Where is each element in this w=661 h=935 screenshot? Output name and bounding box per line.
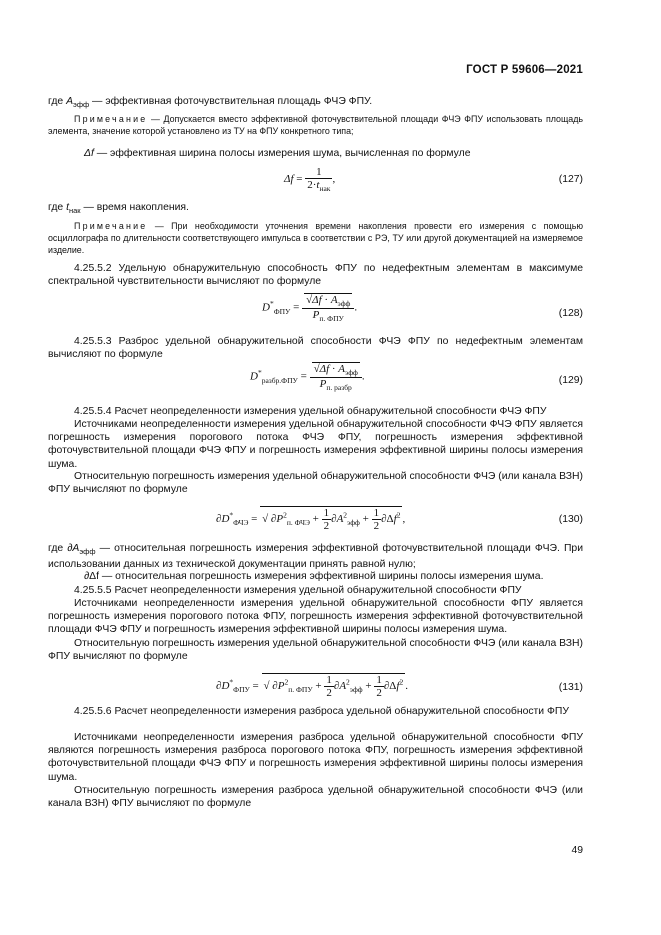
- note-2: Примечание — При необходимости уточнения времени накопления провести его измерения с помощью осциллографа по длительности соответствующего импульса в соответствии с РЭ, ТУ или другой документацией на измеряемое изделие.: [48, 221, 583, 255]
- aeff-definition: где $A_{эфф}$ — эффективная фоточувствительная площадь ФЧЭ ФПУ.: [48, 96, 373, 110]
- note-1: Примечание — Допускается вместо эффективной фоточувствительной площади ФЧЭ ФПУ использовать площадь элемента, значение которой установлено из ТУ на ФПУ конкретного типа;: [48, 114, 583, 136]
- para-4-25-5-4: 4.25.5.4 Расчет неопределенности измерения удельной обнаружительной способности ФЧЭ ФПУ: [74, 406, 547, 417]
- para-4-25-5-6-formula-intro: Относительную погрешность измерения разброса удельной обнаружительной способности ФЧЭ (или канала ВЗН) ФПУ вычисляют по формуле: [48, 785, 583, 810]
- equation-number-130: (130): [558, 514, 583, 525]
- equation-127: Δf = $\frac{1}{2\cdot t_{нак}}$ ,: [284, 166, 336, 194]
- equation-128: $D^*_{ФПУ}$ = $\frac{√\Delta f \cdot A_{эфф}}{P_{п. ФПУ}}$ .: [262, 294, 358, 324]
- where-dA: где $\partial A_{эфф}$ — относительная погрешность измерения эффективной фоточувствительной площади ФЧЭ. При использовании данных из технической документации принять равной нулю;: [48, 543, 583, 571]
- para-4-25-5-5-sources: Источниками неопределенности измерения удельной обнаружительной способности ФПУ является погрешность измерения порогового потока ФПУ, погрешность измерения эффективной фоточувствительной площади ФЧЭ ФПУ и погрешность измерения эффективной ширины полосы измерения шума.: [48, 598, 583, 636]
- equation-number-127: (127): [558, 174, 583, 185]
- tnak-definition: где $t_{нак}$ — время накопления.: [48, 202, 189, 216]
- page-number: 49: [571, 845, 583, 856]
- equation-number-129: (129): [558, 375, 583, 386]
- equation-131: $\partial D^*_{ФПУ}$ = √ $\partial P^2_{п. ФПУ}$ + $\frac{1}{2}$ $\partial A^2_{эфф}$ + $\frac{1}{2}$ $\partial\Delta f^2$ .: [216, 674, 408, 699]
- where-df: ∂Δf — относительная погрешность измерения эффективной ширины полосы измерения шума.: [84, 571, 544, 582]
- para-4-25-5-5: 4.25.5.5 Расчет неопределенности измерения удельной обнаружительной способности ФПУ: [74, 585, 522, 596]
- equation-129: $D^*_{разбр.ФПУ}$ = $\frac{√\Delta f \cdot A_{эфф}}{P_{п. разбр}}$ .: [250, 363, 365, 393]
- para-4-25-5-2: 4.25.5.2 Удельную обнаружительную способность ФПУ по недефектным элементам в максимуме спектральной чувствительности вычисляют по формуле: [48, 263, 583, 288]
- df-definition: Δf — эффективная ширина полосы измерения шума, вычисленная по формуле: [84, 148, 471, 159]
- para-4-25-5-6-sources: Источниками неопределенности измерения разброса удельной обнаружительной способности ФПУ являются погрешность измерения разброса порогового потока ФПУ, погрешность измерения эффективной фоточувствительной площади ФЧЭ ФПУ и погрешность измерения эффективной ширины полосы измерения шума.: [48, 732, 583, 783]
- equation-number-131: (131): [558, 682, 583, 693]
- para-4-25-5-6: 4.25.5.6 Расчет неопределенности измерения разброса удельной обнаружительной способности ФПУ: [74, 706, 569, 717]
- document-header: ГОСТ Р 59606—2021: [466, 64, 583, 76]
- para-4-25-5-3: 4.25.5.3 Разброс удельной обнаружительной способности ФЧЭ ФПУ по недефектным элементам вычисляют по формуле: [48, 336, 583, 361]
- para-4-25-5-5-formula-intro: Относительную погрешность измерения удельной обнаружительной способности ФЧЭ (или канала ВЗН) ФПУ вычисляют по формуле: [48, 638, 583, 663]
- equation-130: $\partial D^*_{ФЧЭ}$ = √ $\partial P^2_{п. ФЧЭ}$ + $\frac{1}{2}$ $\partial A^2_{эфф}$ + $\frac{1}{2}$ $\partial\Delta f^2$ ,: [216, 507, 406, 532]
- para-4-25-5-4-formula-intro: Относительную погрешность измерения удельной обнаружительной способности ФЧЭ (или канала ВЗН) ФПУ вычисляют по формуле: [48, 471, 583, 496]
- para-4-25-5-4-sources: Источниками неопределенности измерения удельной обнаружительной способности ФЧЭ ФПУ является погрешность измерения порогового потока ФЧЭ ФПУ, погрешность измерения эффективной фоточувствительной площади ФЧЭ ФПУ и погрешность измерения эффективной ширины полосы измерения шума.: [48, 419, 583, 470]
- equation-number-128: (128): [558, 308, 583, 319]
